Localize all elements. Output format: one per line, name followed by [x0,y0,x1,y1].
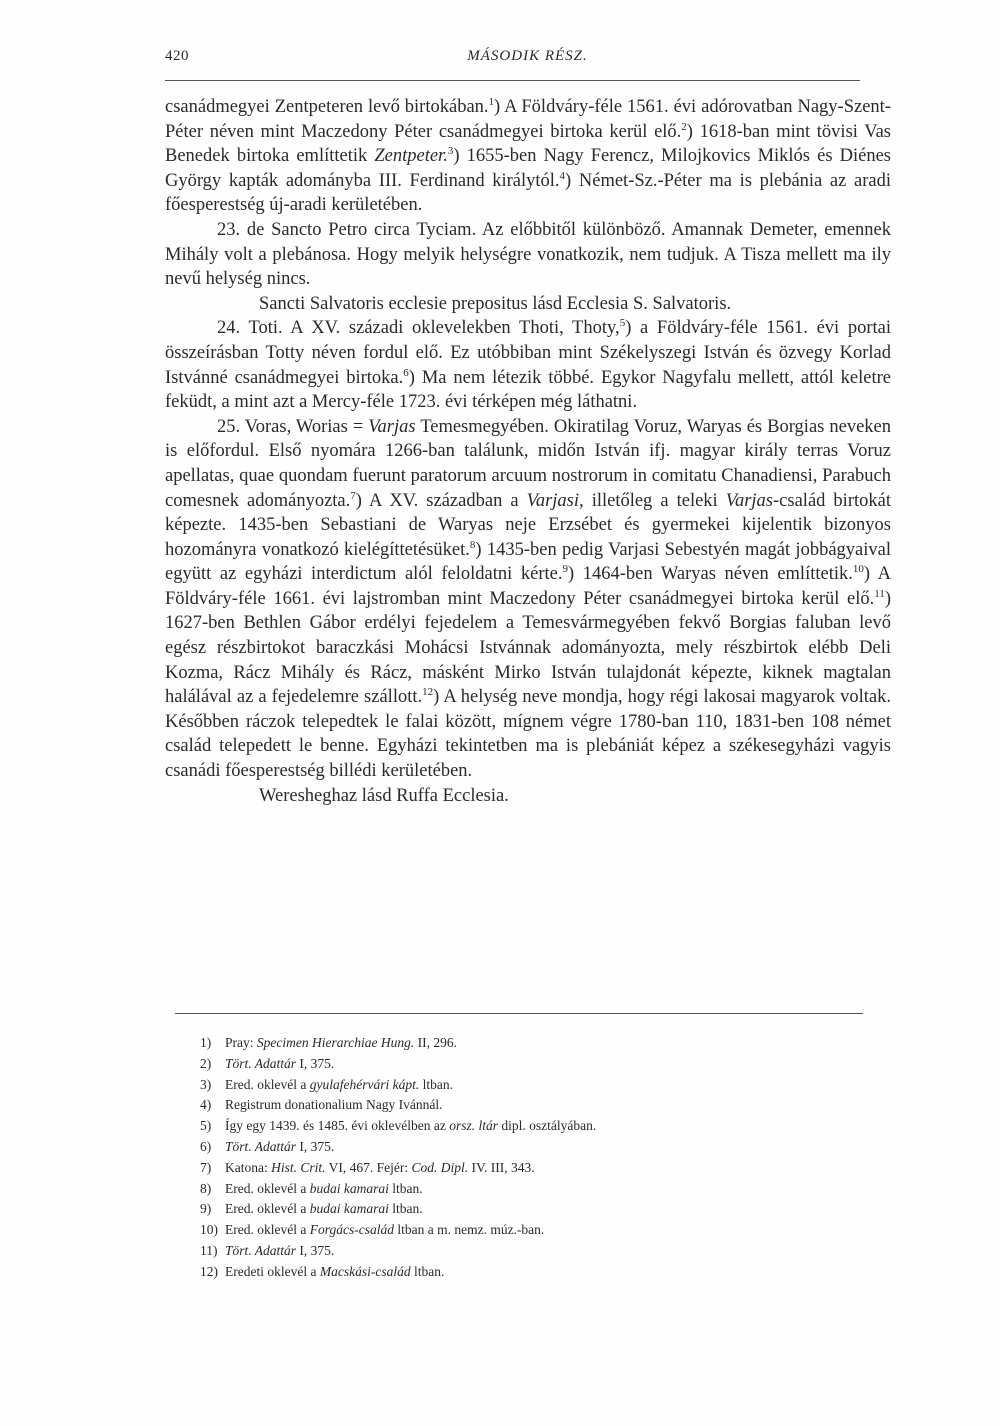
footnote-text: Ered. oklevél a [225,1201,310,1217]
footnote-ref: 3 [447,145,454,158]
footnote-ref: 7 [350,489,356,502]
footnote-italic: budai kamarai [309,1180,389,1196]
footnote-text: Pray: [225,1035,257,1050]
italic-run: Zentpeter. [374,146,448,167]
footnote [200,1033,860,1054]
text-run: ) Ma nem létezik többé. Egykor Nagyfalu mellett, attól keletre feküdt, a mint azt a Mercy-féle 1723. évi térképen még láthatni. [165,367,892,413]
footnote-text: VI, 467. Fejér: [325,1159,412,1175]
footnote-number: 4) [200,1097,212,1113]
footnote-ref: 12 [422,686,434,699]
italic-run: Varjas [368,416,416,437]
footnote-ref: 6 [403,366,409,379]
footnote-ref: 5 [619,317,626,330]
text-run: -család birtokát képezte. 1435-ben Sebastiani de Waryas neje Erzsébet és gyermekei kijelentik bizonyos hozományra vonatkozó kielégíttetésüket. [165,490,891,560]
footnote-text: ltban a m. nemz. múz.-ban. [393,1222,545,1238]
footnote [200,1054,860,1075]
footnotes [200,1033,860,1283]
text-run: ) 1618-ban mint tövisi Vas Benedek birtoka említtetik [165,121,891,167]
footnote-ref: 4 [559,169,566,182]
italic-run: Varjas [725,490,774,511]
footnote-number: 10) [200,1222,218,1238]
footnote-text: Ered. oklevél a [225,1076,310,1092]
text-run: ) A helység neve mondja, hogy régi lakosai magyarok voltak. Későbben ráczok telepedtek le falai között, mígnem végre 1780-ban 110, 1831-ben 108 német család telepedett le benne. Egyházi tekintetben ma is plebániát képez a székesegyházi vagyis csanádi főesperestség billédi kerületében. [165,687,891,782]
text-run: ) 1655-ben Nagy Ferencz, Milojkovics Miklós és Diénes György kapták adományba III. Ferdinand királytól. [165,146,892,191]
footnote-number: 1) [200,1035,212,1050]
footnote [200,1137,860,1158]
running-title: MÁSODIK RÉSZ. [467,48,588,64]
text-run: ) 1435-ben pedig Varjasi Sebestyén magát jobbágyaival együtt az egyházi interdictum alól feloldatni kérte. [165,539,891,585]
footnote-ref: 1 [488,95,495,108]
paragraph-voras [165,415,891,784]
text-run: ) A XV. században a [355,490,527,511]
footnote-number: 8) [200,1180,212,1196]
footnote-text: ltban. [388,1180,423,1196]
footnote-italic: orsz. ltár [449,1118,498,1134]
text-run: illetőleg a teleki [583,490,726,511]
footnote-number: 7) [200,1159,212,1175]
footnote-ref: 11 [874,587,885,600]
text-run: 25. Voras, Worias = [217,416,369,437]
footnote-text: ltban. [419,1076,453,1092]
footnote-text: Registrum donationalium Nagy Ivánnál. [225,1097,443,1113]
footnote-number: 2) [200,1055,212,1071]
footnote [200,1075,860,1096]
paragraph-weresheghaz: Weresheghaz lásd Ruffa Ecclesia. [259,785,509,806]
footnote-number: 3) [200,1076,212,1092]
footnote-italic: Tört. Adattár [225,1055,297,1071]
footnote-ref: 8 [469,538,476,551]
footnote-text: dipl. osztályában. [497,1118,597,1134]
footnote-italic: Specimen Hierarchiae Hung. [256,1035,415,1050]
footnote-text: Katona: [225,1159,272,1175]
footnote-text: ltban. [388,1201,423,1217]
footnote [200,1179,860,1200]
footnote-text: Ered. oklevél a [225,1180,310,1196]
footnote-text: Eredeti oklevél a [225,1263,320,1279]
text-run: ) A Földváry-féle 1561. évi adórovatban Nagy-Szent-Péter néven mint Maczedony Péter csanádmegyei birtoka kerül elő. [165,97,891,142]
footnote-ref: 2 [681,120,687,133]
footnote-text: Így egy 1439. és 1485. évi oklevélben az [225,1118,450,1134]
text-run: ) 1627-ben Bethlen Gábor erdélyi fejedelem a Temesvármegyében fekvő Borgias faluban levő egész részbirtokot baraczkási Mohácsi Istvánnak adományozta, mely részbirtok elébb Deli Kozma, Rácz Mihály és Rácz, másként Mirko István tulajdonát képezte, kiknek magtalan halálával az a fejedelemre szállott. [165,588,891,708]
footnote-number: 11) [200,1242,218,1258]
footnote [200,1199,860,1220]
text-run: ) A Földváry-féle 1661. évi lajstromban mint Maczedony Péter csanádmegyei birtoka kerül elő. [165,564,891,609]
footnote-text: ltban. [410,1263,445,1279]
paragraph-toti [165,316,891,414]
footnote-text: II, 296. [414,1035,457,1050]
text-run: ) 1464-ben Waryas néven említtetik. [567,564,853,585]
footnote-number: 9) [200,1201,212,1217]
footnote-text: Ered. oklevél a [225,1222,310,1238]
footnote-number: 6) [200,1138,212,1154]
footnote-italic: Hist. Crit. [271,1159,326,1175]
footnote-italic: Tört. Adattár [225,1242,297,1258]
paragraph-sancti-salvatoris: Sancti Salvatoris ecclesie prepositus lásd Ecclesia S. Salvatoris. [259,293,732,314]
footnote-italic: Cod. Dipl. [411,1159,469,1175]
footnote [200,1095,860,1116]
footnote-italic: Macskási-család [319,1263,411,1279]
footnote-number: 5) [200,1118,212,1134]
page-header [165,48,890,74]
footnote-italic: budai kamarai [309,1201,389,1217]
footnote [200,1158,860,1179]
footnote-ref: 10 [852,563,864,576]
text-run: 24. Toti. A XV. századi oklevelekben Thoti, Thoty, [217,318,620,339]
footnote-italic: gyulafehérvári kápt. [309,1076,420,1092]
footnote-rule [175,1013,863,1014]
footnote [200,1241,860,1262]
paragraph-zentpeter [165,95,891,218]
footnote [200,1262,860,1283]
footnote-number: 12) [200,1263,218,1279]
footnote-text: IV. III, 343. [468,1159,535,1175]
footnote-italic: Forgács-család [309,1222,394,1238]
footnote [200,1220,860,1241]
footnote-text: I, 375. [296,1138,335,1154]
footnote-ref: 9 [562,563,568,576]
text-run: ) a Földváry-féle 1561. évi portai összeírásban Totty néven fordul elő. Ez utóbbiban mint Székelyszegi István és özvegy Korlad Istvánné csanádmegyei birtoka. [165,318,891,388]
footnote-text: I, 375. [296,1055,335,1071]
footnote-italic: Tört. Adattár [225,1138,297,1154]
header-rule [165,80,860,81]
main-text [165,95,891,808]
footnote-text: I, 375. [296,1242,335,1258]
text-run: csanádmegyei Zentpeteren levő birtokában. [165,97,489,117]
page-number: 420 [165,48,189,64]
text-run: Temesmegyében. Okiratilag Voruz, Waryas és Borgias neveken is előfordul. Első nyomára 1266-ban találunk, midőn István ifj. magyar király terras Voruz apellatas, quae quondam fuerunt paratorum arcuum nostrorum in comitatu Chanadiensi, Parabuch comesnek adományozta. [165,416,891,511]
text-run: ) Német-Sz.-Péter ma is plebánia az aradi főesperestség új-aradi kerületében. [165,170,891,216]
italic-run: Varjasi, [526,490,584,511]
paragraph-sancto-petro: 23. de Sancto Petro circa Tyciam. Az előbbitől különböző. Amannak Demeter, emennek Mihály volt a plebánosa. Hogy melyik helységre vonatkozik, nem tudjuk. A Tisza mellett ma ily nevű helység nincs. [165,219,891,290]
footnote [200,1116,860,1137]
